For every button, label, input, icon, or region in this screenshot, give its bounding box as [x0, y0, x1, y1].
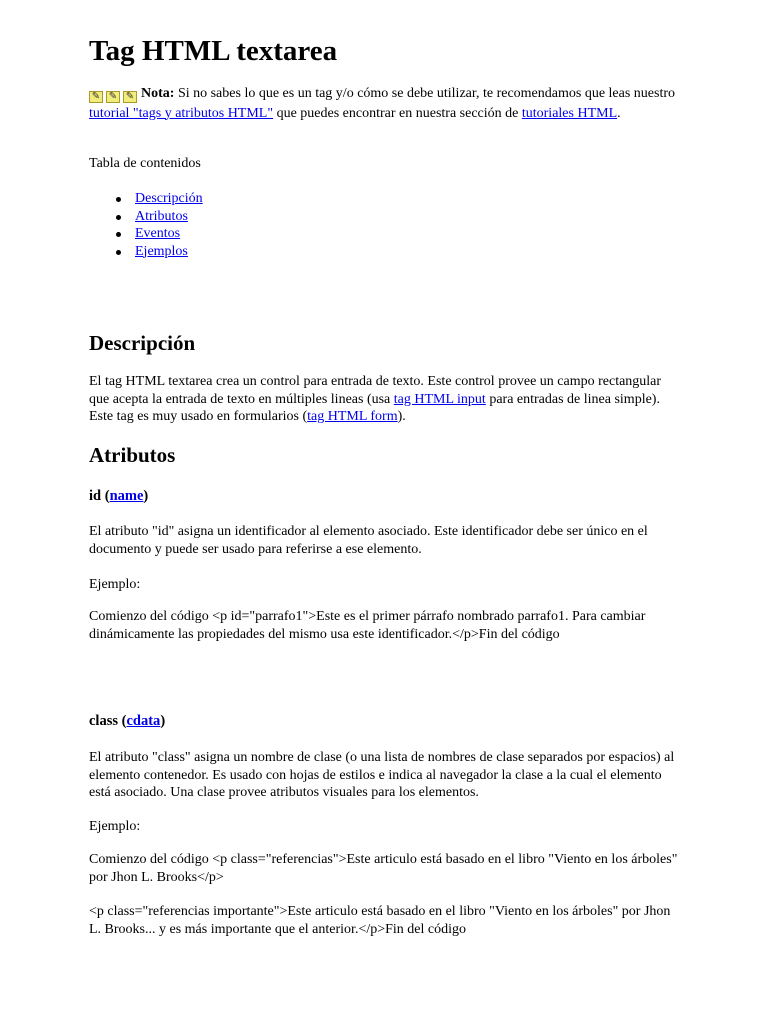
toc-link-eventos[interactable]: Eventos — [135, 226, 181, 241]
attribute-type-link-name[interactable]: name — [109, 488, 144, 504]
attribute-class-title — [89, 713, 681, 731]
paren: ) — [143, 488, 149, 504]
toc-heading: Tabla de contenidos — [89, 156, 201, 171]
attribute-id-description: El atributo "id" asigna un identificador al elemento asociado. Este identificador debe ser único en el documento y puede ser usado para referirse a ese elemento. — [89, 524, 648, 557]
page-title: Tag HTML textarea — [89, 35, 338, 67]
attribute-class-example-2: <p class="referencias importante">Este articulo está basado en el libro "Viento en los árboles" por Jhon L. Brooks... y es más importante que el anterior.</p>Fin del código — [89, 904, 671, 937]
html-tutorials-link[interactable]: tutoriales HTML — [521, 105, 618, 121]
attribute-class-example-label: Ejemplo: — [89, 819, 141, 834]
paren: ( — [118, 713, 127, 729]
attribute-class-example-1: Comienzo del código <p class="referencias">Este articulo está basado en el libro "Viento en los árboles" por Jhon L. Brooks</p> — [89, 852, 678, 885]
tags-tutorial-link[interactable]: tutorial "tags y atributos HTML" — [89, 105, 274, 121]
toc-item — [135, 243, 203, 261]
attribute-id-example-label: Ejemplo: — [89, 577, 141, 592]
attribute-class-description: El atributo "class" asigna un nombre de clase (o una lista de nombres de clase separados por espacios) al elemento contenedor. Es usado con hojas de estilos e indica al navegador la clase a la cual el elemento está asociado. Una clase provee atributos visuales para los elementos. — [89, 750, 675, 800]
toc-item — [135, 190, 203, 208]
attribute-id-example: Comienzo del código <p id="parrafo1">Este es el primer párrafo nombrado parrafo1. Para cambiar dinámicamente las propiedades del mismo usa este identificador.</p>Fin del código — [89, 609, 646, 642]
table-of-contents — [89, 190, 203, 260]
toc-item — [135, 208, 203, 226]
pencil-icon: ✎ — [89, 91, 103, 103]
note-label: Nota: — [141, 86, 175, 101]
tag-input-link[interactable]: tag HTML input — [393, 391, 486, 407]
descripcion-text: para entradas de linea simple). Este tag es muy usado en formularios ( — [89, 391, 660, 424]
note-paragraph — [89, 85, 681, 122]
toc-item — [135, 225, 203, 243]
section-heading-descripcion: Descripción — [89, 331, 196, 355]
note-text: . — [617, 105, 621, 121]
note-text: que puedes encontrar en nuestra sección de — [273, 105, 522, 121]
toc-link-atributos[interactable]: Atributos — [135, 208, 188, 224]
toc-link-descripcion[interactable]: Descripción — [135, 191, 203, 206]
attribute-name: id — [89, 488, 102, 504]
note-icons — [89, 87, 140, 105]
paren: ) — [160, 713, 166, 729]
descripcion-paragraph — [89, 373, 681, 426]
toc-link-ejemplos[interactable]: Ejemplos — [135, 243, 188, 259]
descripcion-text: ). — [397, 409, 406, 424]
section-heading-atributos: Atributos — [89, 443, 176, 467]
pencil-icon: ✎ — [123, 91, 137, 103]
tag-form-link[interactable]: tag HTML form — [307, 409, 398, 424]
attribute-name: class — [89, 713, 118, 729]
descripcion-text: El tag HTML textarea crea un control para entrada de texto. Este control provee un campo rectangular que acepta la entrada de texto en múltiples lineas (usa — [89, 374, 662, 407]
attribute-id-title — [89, 488, 681, 506]
attribute-type-link-cdata[interactable]: cdata — [126, 713, 161, 729]
paren: ( — [101, 488, 110, 504]
note-text: Si no sabes lo que es un tag y/o cómo se debe utilizar, te recomendamos que leas nuestro — [174, 86, 676, 101]
pencil-icon: ✎ — [106, 91, 120, 103]
